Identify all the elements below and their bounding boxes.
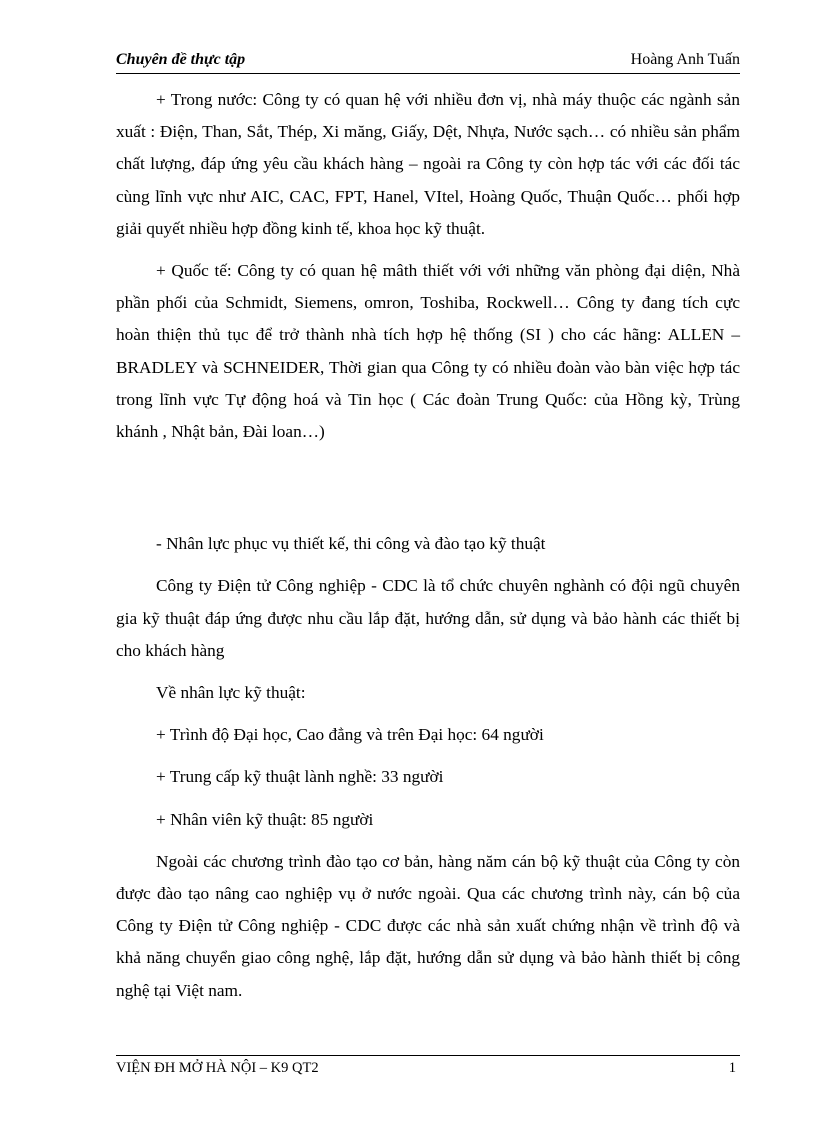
header-author: Hoàng Anh Tuấn bbox=[630, 51, 740, 68]
page-header bbox=[116, 49, 740, 74]
list-item-technicians: + Nhân viên kỹ thuật: 85 người bbox=[156, 809, 374, 829]
footer-institution: VIỆN ĐH MỞ HÀ NỘI – K9 QT2 bbox=[116, 1060, 319, 1076]
paragraph-company-intro: Công ty Điện tử Công nghiệp - CDC là tổ chức chuyên nghành có đội ngũ chuyên gia kỹ thuật đáp ứng được nhu cầu lắp đặt, hướng dẫn, sử dụng và bảo hành các thiết bị cho khách hàng bbox=[116, 576, 740, 660]
page-number: 1 bbox=[728, 1060, 736, 1076]
paragraph-domestic: + Trong nước: Công ty có quan hệ với nhiều đơn vị, nhà máy thuộc các ngành sản xuất : Điện, Than, Sắt, Thép, Xi măng, Giấy, Dệt, Nhựa, Nước sạch… có nhiều sản phẩm chất lượng, đáp ứng yêu cầu khách hàng – ngoài ra Công ty còn hợp tác với các đối tác cùng lĩnh vực như AIC, CAC, FPT, Hanel, VItel, Hoàng Quốc, Thuận Quốc… phối hợp giải quyết nhiều hợp đồng kinh tế, khoa học kỹ thuật. bbox=[116, 90, 740, 238]
header-title: Chuyên đề thực tập bbox=[116, 51, 246, 68]
paragraph-international: + Quốc tế: Công ty có quan hệ mâth thiết với với những văn phòng đại diện, Nhà phần phối của Schmidt, Siemens, omron, Toshiba, Rockwell… Công ty đang tích cực hoàn thiện thủ tục để trở thành nhà tích hợp hệ thống (SI ) cho các hãng: ALLEN – BRADLEY và SCHNEIDER, Thời gian qua Công ty có nhiều đoàn vào bàn việc hợp tác trong lĩnh vực Tự động hoá và Tin học ( Các đoàn Trung Quốc: của Hồng kỳ, Trùng khánh , Nhật bản, Đài loan…) bbox=[116, 261, 740, 442]
list-item-university: + Trình độ Đại học, Cao đẳng và trên Đại học: 64 người bbox=[156, 725, 544, 745]
section-heading-staff: - Nhân lực phục vụ thiết kế, thi công và đào tạo kỹ thuật bbox=[156, 534, 546, 554]
page-footer bbox=[116, 1055, 740, 1076]
list-item-intermediate: + Trung cấp kỹ thuật lành nghề: 33 người bbox=[156, 767, 444, 787]
paragraph-staff-label: Về nhân lực kỹ thuật: bbox=[156, 683, 306, 703]
paragraph-training: Ngoài các chương trình đào tạo cơ bản, hàng năm cán bộ kỹ thuật của Công ty còn được đào tạo nâng cao nghiệp vụ ở nước ngoài. Qua các chương trình này, cán bộ của Công ty Điện tử Công nghiệp - CDC được các nhà sản xuất chứng nhận về trình độ và khả năng chuyển giao công nghệ, lắp đặt, hướng dẫn sử dụng và bảo hành thiết bị công nghệ tại Việt nam. bbox=[116, 851, 740, 1000]
document-body bbox=[116, 84, 740, 1007]
